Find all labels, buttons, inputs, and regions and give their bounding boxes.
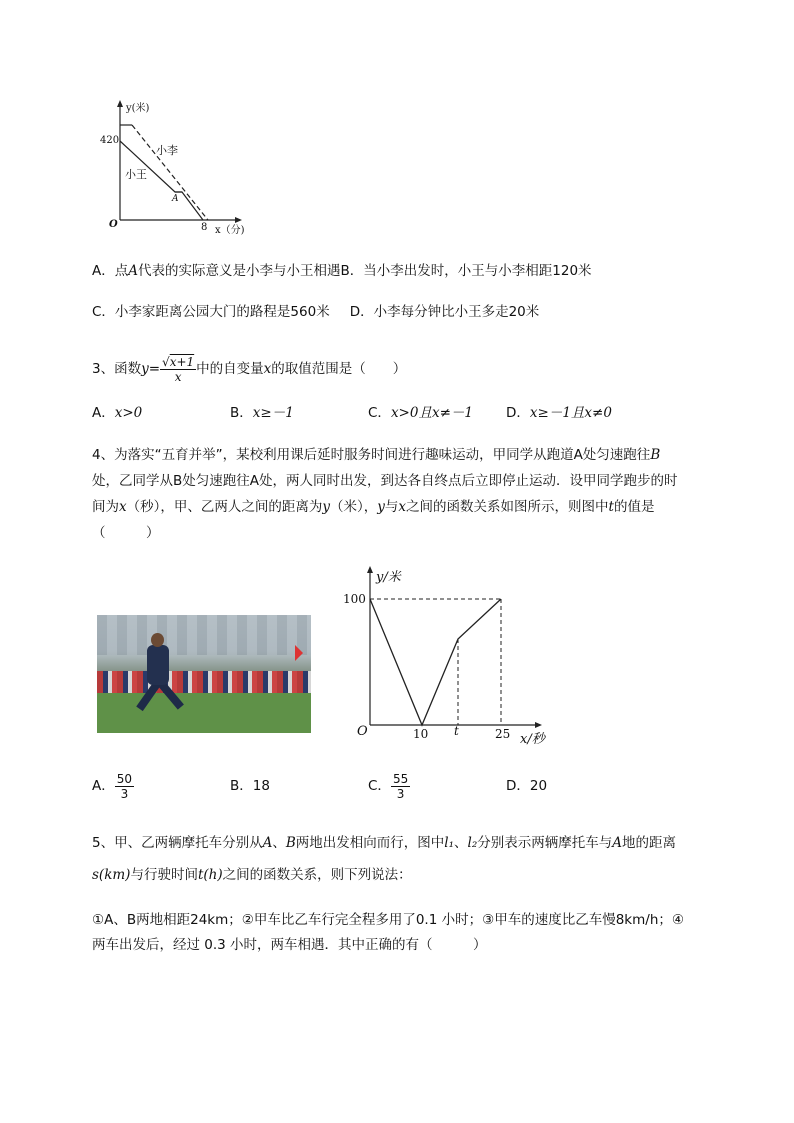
graph1-series-label-li: 小李 [156, 144, 178, 157]
q2-option-c[interactable]: C．小李家距离公园大门的路程是560米 [92, 304, 330, 320]
q5-stem-line-1: 5、甲、乙两辆摩托车分别从A、B两地出发相向而行，图中l₁、l₂分别表示两辆摩托车与A地的距离 [92, 835, 676, 851]
q3-options [92, 404, 612, 422]
q4-answer-blank: （ ） [92, 525, 160, 541]
q4-option-b[interactable]: B．18 [230, 778, 270, 794]
graph1-series-label-wang: 小王 [125, 168, 147, 181]
distance-time-graph-2 [345, 565, 545, 740]
q4-option-d[interactable]: D．20 [506, 778, 548, 794]
q2-option-b[interactable]: B．当小李出发时，小王与小李相距120米 [340, 263, 592, 279]
graph1-x-tick-8: 8 [201, 222, 208, 233]
q2-option-d[interactable]: D．小李每分钟比小王多走20米 [349, 304, 540, 320]
graph2-y-axis-label: y/米 [376, 570, 401, 585]
q4-options [92, 768, 547, 804]
graph1-x-axis-label: x（分) [215, 225, 245, 236]
q3-option-b[interactable]: B．x≥－1 [230, 405, 294, 421]
graph1-origin-label: O [109, 219, 118, 230]
q3-option-a[interactable]: A．x>0 [92, 405, 143, 421]
q4-stem-line-2: 处，乙同学从B处匀速跑往A处，两人同时出发，到达各自终点后立即停止运动．设甲同学跑步的时 [92, 473, 678, 489]
q3-stem: 3、函数y= $\frac{√x+1}{x}$ 中的自变量x的取值范围是（ ） [92, 354, 407, 384]
q5-statements-line-2: 两车出发后，经过 0.3 小时，两车相遇．其中正确的有（ ） [92, 937, 487, 953]
runner-photo [97, 615, 311, 733]
q4-option-c[interactable]: C． $\frac{55}{3}$ [368, 771, 409, 801]
q3-option-d[interactable]: D．x≥－1且x≠0 [506, 405, 612, 421]
q2-option-row-2 [92, 303, 539, 321]
q2-option-a[interactable]: A．点A代表的实际意义是小李与小王相遇B．当小李出发时，小王与小李相距120米 [92, 263, 592, 279]
q3-option-c[interactable]: C．x>0且x≠－1 [368, 405, 473, 421]
q5-stem-line-2: s(km)与行驶时间t(h)之间的函数关系，则下列说法： [92, 867, 412, 883]
graph1-point-a-label: A [172, 194, 179, 204]
graph2-origin-label: O [357, 724, 368, 739]
graph2-x-tick-t: t [454, 724, 459, 738]
graph1-y-tick-420: 420 [100, 135, 120, 146]
distance-time-graph-1 [95, 95, 255, 240]
graph2-x-axis-label: x/秒 [520, 732, 545, 747]
graph2-y-tick-100: 100 [343, 592, 366, 606]
q4-stem-line-3: 间为x（秒），甲、乙两人之间的距离为y（米），y与x之间的函数关系如图所示，则图中t的值是 [92, 499, 655, 515]
q5-statements-line-1: ①A、B两地相距24km；②甲车比乙车行完全程多用了0.1 小时；③甲车的速度比乙车慢8km/h；④ [92, 912, 684, 928]
graph2-x-tick-25: 25 [495, 727, 511, 741]
q4-stem-line-1: 4、为落实“五育并举”，某校利用课后延时服务时间进行趣味运动，甲同学从跑道A处匀速跑往B [92, 447, 661, 463]
graph1-y-axis-label: y(米) [126, 103, 150, 114]
graph2-x-tick-10: 10 [413, 727, 429, 741]
q3-fraction: $\frac{√x+1}{x}$ [162, 354, 195, 384]
q4-option-a[interactable]: A． $\frac{50}{3}$ [92, 771, 133, 801]
